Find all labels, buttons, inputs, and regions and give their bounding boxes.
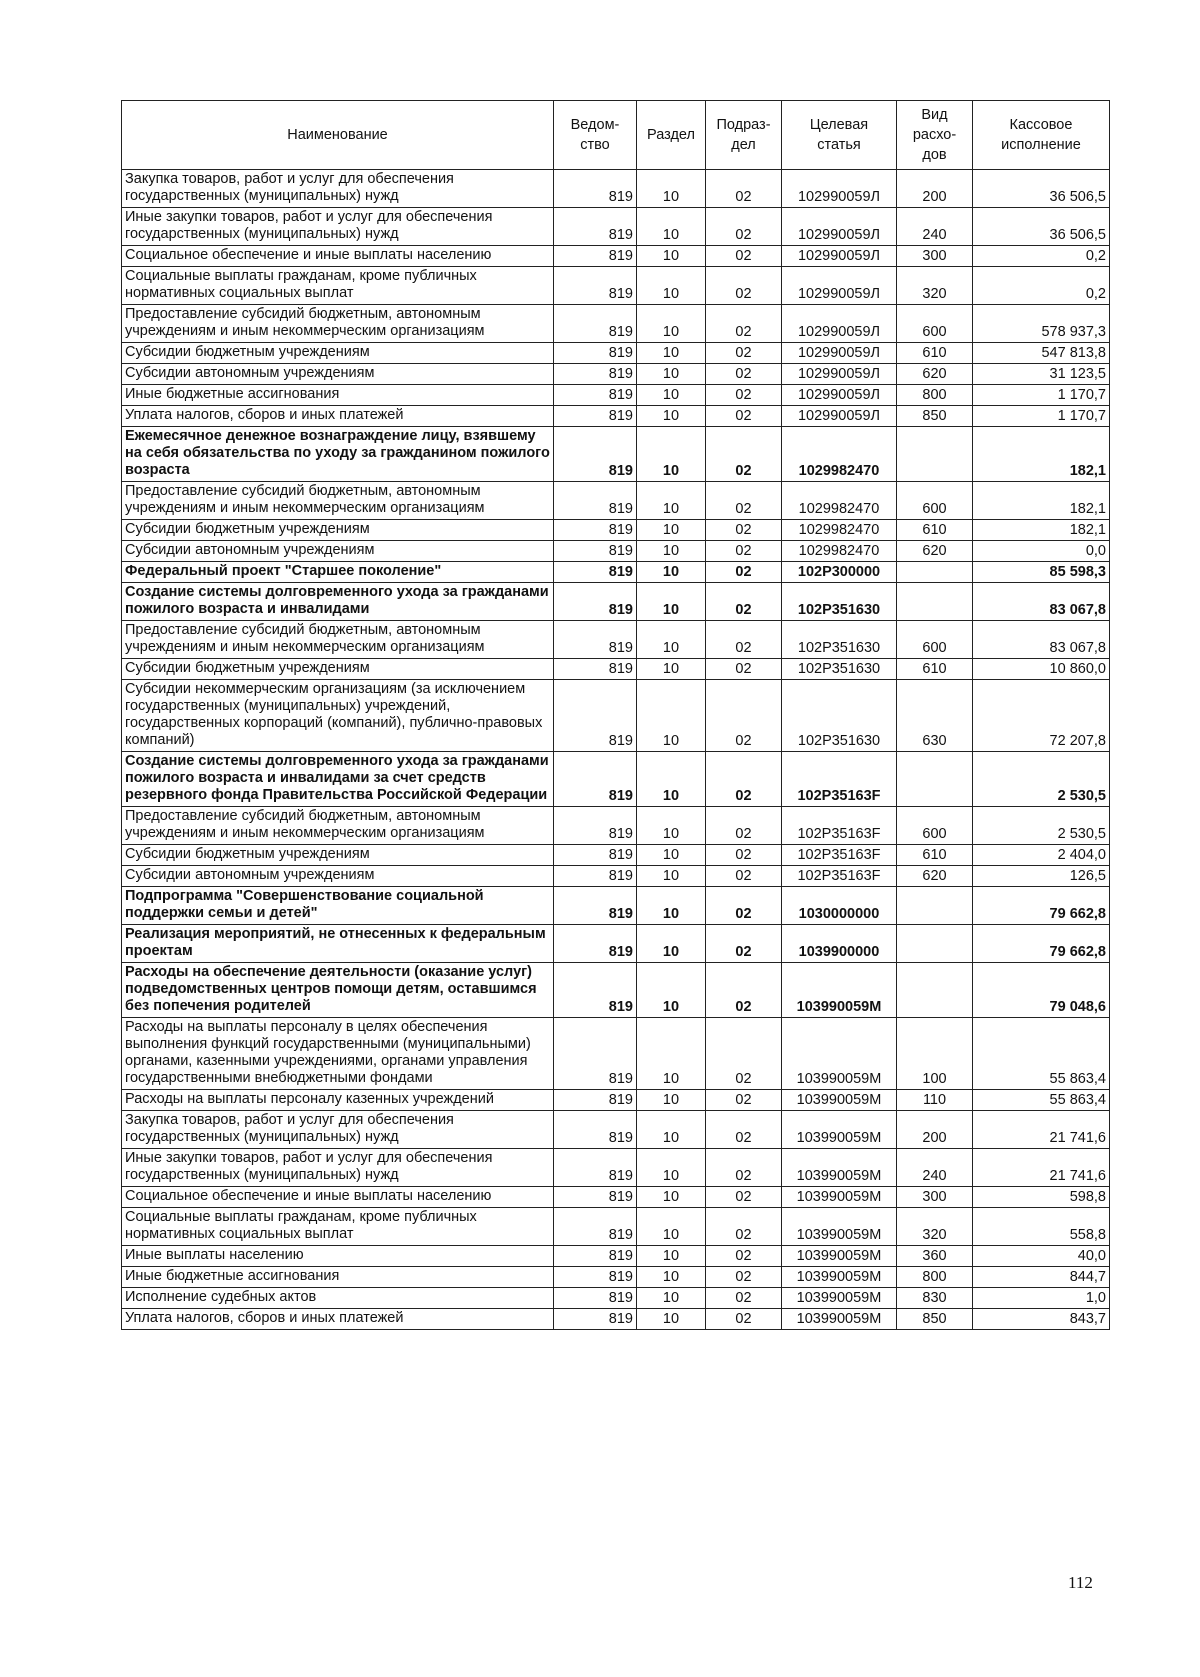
- row-target-article: 103990059М: [782, 1018, 897, 1090]
- row-expense-type: 610: [897, 343, 973, 364]
- row-subsection: 02: [706, 170, 782, 208]
- row-section: 10: [637, 807, 706, 845]
- table-row: [122, 807, 1110, 845]
- table-row: [122, 1309, 1110, 1330]
- row-expense-type: 630: [897, 680, 973, 752]
- table-row: [122, 866, 1110, 887]
- row-ministry: 819: [554, 1267, 637, 1288]
- row-subsection: 02: [706, 246, 782, 267]
- row-expense-type: 240: [897, 208, 973, 246]
- row-subsection: 02: [706, 1208, 782, 1246]
- row-section: 10: [637, 659, 706, 680]
- header-section: Раздел: [637, 101, 706, 170]
- row-ministry: 819: [554, 752, 637, 807]
- row-subsection: 02: [706, 807, 782, 845]
- row-cash-execution: 79 048,6: [973, 963, 1110, 1018]
- row-expense-type: 110: [897, 1090, 973, 1111]
- row-expense-type: [897, 562, 973, 583]
- row-target-article: 102990059Л: [782, 246, 897, 267]
- row-target-article: 102990059Л: [782, 208, 897, 246]
- row-ministry: 819: [554, 925, 637, 963]
- row-subsection: 02: [706, 866, 782, 887]
- row-section: 10: [637, 520, 706, 541]
- row-section: 10: [637, 385, 706, 406]
- row-ministry: 819: [554, 807, 637, 845]
- row-subsection: 02: [706, 343, 782, 364]
- table-row: [122, 1288, 1110, 1309]
- row-subsection: 02: [706, 1288, 782, 1309]
- table-row: [122, 1267, 1110, 1288]
- row-name: Субсидии некоммерческим организациям (за исключением государственных (муниципальных) учреждений, государственных корпораций (компаний), публично-правовых компаний): [122, 680, 554, 752]
- row-expense-type: 620: [897, 866, 973, 887]
- row-name: Реализация мероприятий, не отнесенных к федеральным проектам: [122, 925, 554, 963]
- row-ministry: 819: [554, 583, 637, 621]
- row-subsection: 02: [706, 427, 782, 482]
- row-expense-type: 600: [897, 807, 973, 845]
- row-subsection: 02: [706, 267, 782, 305]
- row-expense-type: 850: [897, 406, 973, 427]
- row-cash-execution: 10 860,0: [973, 659, 1110, 680]
- row-ministry: 819: [554, 208, 637, 246]
- row-expense-type: 360: [897, 1246, 973, 1267]
- row-subsection: 02: [706, 385, 782, 406]
- row-cash-execution: 36 506,5: [973, 208, 1110, 246]
- row-name: Субсидии бюджетным учреждениям: [122, 343, 554, 364]
- row-target-article: 103990059М: [782, 1309, 897, 1330]
- table-row: [122, 583, 1110, 621]
- row-name: Субсидии автономным учреждениям: [122, 541, 554, 562]
- row-expense-type: [897, 887, 973, 925]
- table-row: [122, 364, 1110, 385]
- row-ministry: 819: [554, 1187, 637, 1208]
- row-section: 10: [637, 1018, 706, 1090]
- row-name: Социальные выплаты гражданам, кроме публичных нормативных социальных выплат: [122, 1208, 554, 1246]
- row-expense-type: [897, 583, 973, 621]
- table-row: [122, 482, 1110, 520]
- row-ministry: 819: [554, 246, 637, 267]
- row-name: Расходы на выплаты персоналу казенных учреждений: [122, 1090, 554, 1111]
- row-expense-type: 200: [897, 170, 973, 208]
- row-target-article: 102990059Л: [782, 305, 897, 343]
- row-ministry: 819: [554, 1090, 637, 1111]
- row-target-article: 103990059М: [782, 1288, 897, 1309]
- row-section: 10: [637, 925, 706, 963]
- row-target-article: 1039900000: [782, 925, 897, 963]
- header-subsection: Подраз- дел: [706, 101, 782, 170]
- row-name: Ежемесячное денежное вознаграждение лицу, взявшему на себя обязательства по уходу за гражданином пожилого возраста: [122, 427, 554, 482]
- row-target-article: 1029982470: [782, 482, 897, 520]
- row-expense-type: [897, 752, 973, 807]
- row-name: Иные бюджетные ассигнования: [122, 1267, 554, 1288]
- row-cash-execution: 1 170,7: [973, 385, 1110, 406]
- row-target-article: 103990059М: [782, 1187, 897, 1208]
- row-section: 10: [637, 541, 706, 562]
- row-name: Иные закупки товаров, работ и услуг для обеспечения государственных (муниципальных) нужд: [122, 208, 554, 246]
- row-target-article: 102990059Л: [782, 364, 897, 385]
- row-cash-execution: 72 207,8: [973, 680, 1110, 752]
- header-ministry: Ведом- ство: [554, 101, 637, 170]
- table-row: [122, 267, 1110, 305]
- row-ministry: 819: [554, 1111, 637, 1149]
- table-row: [122, 659, 1110, 680]
- row-expense-type: 800: [897, 1267, 973, 1288]
- row-expense-type: 620: [897, 541, 973, 562]
- row-ministry: 819: [554, 406, 637, 427]
- row-expense-type: 830: [897, 1288, 973, 1309]
- row-subsection: 02: [706, 562, 782, 583]
- row-name: Подпрограмма "Совершенствование социальной поддержки семьи и детей": [122, 887, 554, 925]
- row-expense-type: 610: [897, 845, 973, 866]
- row-target-article: 102P351630: [782, 583, 897, 621]
- row-ministry: 819: [554, 1309, 637, 1330]
- row-cash-execution: 182,1: [973, 427, 1110, 482]
- row-ministry: 819: [554, 1246, 637, 1267]
- row-expense-type: [897, 963, 973, 1018]
- row-section: 10: [637, 1288, 706, 1309]
- table-row: [122, 541, 1110, 562]
- row-expense-type: 600: [897, 305, 973, 343]
- row-ministry: 819: [554, 541, 637, 562]
- row-subsection: 02: [706, 482, 782, 520]
- table-row: [122, 752, 1110, 807]
- table-row: [122, 1187, 1110, 1208]
- row-subsection: 02: [706, 963, 782, 1018]
- table-row: [122, 925, 1110, 963]
- row-subsection: 02: [706, 364, 782, 385]
- row-expense-type: 610: [897, 520, 973, 541]
- row-target-article: 102P35163F: [782, 752, 897, 807]
- row-subsection: 02: [706, 1267, 782, 1288]
- row-expense-type: 800: [897, 385, 973, 406]
- row-name: Иные выплаты населению: [122, 1246, 554, 1267]
- row-expense-type: 600: [897, 621, 973, 659]
- row-name: Субсидии бюджетным учреждениям: [122, 659, 554, 680]
- table-row: [122, 680, 1110, 752]
- row-ministry: 819: [554, 845, 637, 866]
- row-expense-type: 240: [897, 1149, 973, 1187]
- row-subsection: 02: [706, 1246, 782, 1267]
- row-target-article: 102990059Л: [782, 385, 897, 406]
- row-target-article: 102P35163F: [782, 807, 897, 845]
- row-section: 10: [637, 427, 706, 482]
- row-cash-execution: 547 813,8: [973, 343, 1110, 364]
- row-cash-execution: 2 530,5: [973, 807, 1110, 845]
- row-ministry: 819: [554, 562, 637, 583]
- row-subsection: 02: [706, 406, 782, 427]
- row-ministry: 819: [554, 170, 637, 208]
- row-cash-execution: 83 067,8: [973, 583, 1110, 621]
- row-section: 10: [637, 305, 706, 343]
- row-cash-execution: 1 170,7: [973, 406, 1110, 427]
- row-ministry: 819: [554, 1018, 637, 1090]
- row-subsection: 02: [706, 659, 782, 680]
- row-target-article: 102990059Л: [782, 267, 897, 305]
- row-target-article: 102P351630: [782, 621, 897, 659]
- row-ministry: 819: [554, 267, 637, 305]
- row-section: 10: [637, 1149, 706, 1187]
- row-name: Создание системы долговременного ухода за гражданами пожилого возраста и инвалидами: [122, 583, 554, 621]
- table-row: [122, 1246, 1110, 1267]
- row-expense-type: 300: [897, 1187, 973, 1208]
- table-row: [122, 208, 1110, 246]
- row-subsection: 02: [706, 845, 782, 866]
- row-ministry: 819: [554, 866, 637, 887]
- row-ministry: 819: [554, 364, 637, 385]
- row-ministry: 819: [554, 343, 637, 364]
- row-subsection: 02: [706, 541, 782, 562]
- header-name: Наименование: [122, 101, 554, 170]
- row-section: 10: [637, 170, 706, 208]
- table-row: [122, 621, 1110, 659]
- row-section: 10: [637, 583, 706, 621]
- row-cash-execution: 55 863,4: [973, 1018, 1110, 1090]
- row-subsection: 02: [706, 520, 782, 541]
- row-ministry: 819: [554, 520, 637, 541]
- row-target-article: 1029982470: [782, 427, 897, 482]
- row-subsection: 02: [706, 1187, 782, 1208]
- row-name: Расходы на выплаты персоналу в целях обеспечения выполнения функций государственными (муниципальными) органами, казенными учреждениями, органами управления государственными внебюджетными фондами: [122, 1018, 554, 1090]
- row-subsection: 02: [706, 925, 782, 963]
- row-cash-execution: 79 662,8: [973, 925, 1110, 963]
- table-row: [122, 1111, 1110, 1149]
- row-target-article: 103990059М: [782, 963, 897, 1018]
- row-ministry: 819: [554, 659, 637, 680]
- row-name: Предоставление субсидий бюджетным, автономным учреждениям и иным некоммерческим организациям: [122, 807, 554, 845]
- row-cash-execution: 83 067,8: [973, 621, 1110, 659]
- row-section: 10: [637, 482, 706, 520]
- row-target-article: 102P351630: [782, 680, 897, 752]
- row-subsection: 02: [706, 208, 782, 246]
- row-cash-execution: 21 741,6: [973, 1111, 1110, 1149]
- row-subsection: 02: [706, 1090, 782, 1111]
- row-name: Закупка товаров, работ и услуг для обеспечения государственных (муниципальных) нужд: [122, 170, 554, 208]
- row-ministry: 819: [554, 1208, 637, 1246]
- row-subsection: 02: [706, 305, 782, 343]
- row-target-article: 103990059М: [782, 1267, 897, 1288]
- row-ministry: 819: [554, 963, 637, 1018]
- row-cash-execution: 578 937,3: [973, 305, 1110, 343]
- row-expense-type: 100: [897, 1018, 973, 1090]
- row-cash-execution: 558,8: [973, 1208, 1110, 1246]
- row-ministry: 819: [554, 887, 637, 925]
- row-target-article: 103990059М: [782, 1149, 897, 1187]
- row-name: Расходы на обеспечение деятельности (оказание услуг) подведомственных центров помощи детям, оставшимся без попечения родителей: [122, 963, 554, 1018]
- row-section: 10: [637, 562, 706, 583]
- row-target-article: 103990059М: [782, 1246, 897, 1267]
- row-name: Субсидии бюджетным учреждениям: [122, 520, 554, 541]
- row-cash-execution: 0,0: [973, 541, 1110, 562]
- row-target-article: 102P351630: [782, 659, 897, 680]
- row-name: Субсидии автономным учреждениям: [122, 364, 554, 385]
- row-name: Уплата налогов, сборов и иных платежей: [122, 406, 554, 427]
- row-target-article: 102990059Л: [782, 343, 897, 364]
- row-cash-execution: 55 863,4: [973, 1090, 1110, 1111]
- row-expense-type: [897, 427, 973, 482]
- row-target-article: 1030000000: [782, 887, 897, 925]
- row-section: 10: [637, 406, 706, 427]
- row-target-article: 102P35163F: [782, 845, 897, 866]
- row-section: 10: [637, 267, 706, 305]
- row-name: Социальное обеспечение и иные выплаты населению: [122, 1187, 554, 1208]
- table-row: [122, 963, 1110, 1018]
- table-row: [122, 305, 1110, 343]
- row-name: Социальное обеспечение и иные выплаты населению: [122, 246, 554, 267]
- header-target: Целевая статья: [782, 101, 897, 170]
- row-expense-type: 300: [897, 246, 973, 267]
- row-cash-execution: 21 741,6: [973, 1149, 1110, 1187]
- row-name: Исполнение судебных актов: [122, 1288, 554, 1309]
- row-section: 10: [637, 1246, 706, 1267]
- table-row: [122, 1149, 1110, 1187]
- row-name: Социальные выплаты гражданам, кроме публичных нормативных социальных выплат: [122, 267, 554, 305]
- row-section: 10: [637, 621, 706, 659]
- table-row: [122, 520, 1110, 541]
- row-cash-execution: 182,1: [973, 482, 1110, 520]
- row-name: Иные бюджетные ассигнования: [122, 385, 554, 406]
- row-subsection: 02: [706, 1309, 782, 1330]
- table-header-row: [122, 101, 1110, 170]
- row-expense-type: 600: [897, 482, 973, 520]
- row-section: 10: [637, 343, 706, 364]
- row-name: Субсидии бюджетным учреждениям: [122, 845, 554, 866]
- table-row: [122, 343, 1110, 364]
- row-cash-execution: 0,2: [973, 246, 1110, 267]
- row-expense-type: 320: [897, 1208, 973, 1246]
- row-name: Предоставление субсидий бюджетным, автономным учреждениям и иным некоммерческим организациям: [122, 305, 554, 343]
- row-subsection: 02: [706, 583, 782, 621]
- row-section: 10: [637, 866, 706, 887]
- row-expense-type: 320: [897, 267, 973, 305]
- row-section: 10: [637, 1111, 706, 1149]
- row-name: Иные закупки товаров, работ и услуг для обеспечения государственных (муниципальных) нужд: [122, 1149, 554, 1187]
- row-subsection: 02: [706, 752, 782, 807]
- table-row: [122, 170, 1110, 208]
- header-expense-type: Вид расхо- дов: [897, 101, 973, 170]
- row-expense-type: 620: [897, 364, 973, 385]
- row-cash-execution: 598,8: [973, 1187, 1110, 1208]
- row-name: Предоставление субсидий бюджетным, автономным учреждениям и иным некоммерческим организациям: [122, 621, 554, 659]
- table-row: [122, 1018, 1110, 1090]
- row-target-article: 102P35163F: [782, 866, 897, 887]
- row-cash-execution: 1,0: [973, 1288, 1110, 1309]
- row-ministry: 819: [554, 621, 637, 659]
- table-row: [122, 246, 1110, 267]
- row-cash-execution: 0,2: [973, 267, 1110, 305]
- table-row: [122, 406, 1110, 427]
- row-target-article: 102990059Л: [782, 170, 897, 208]
- row-target-article: 1029982470: [782, 541, 897, 562]
- row-cash-execution: 843,7: [973, 1309, 1110, 1330]
- row-section: 10: [637, 1267, 706, 1288]
- table-row: [122, 1090, 1110, 1111]
- row-cash-execution: 85 598,3: [973, 562, 1110, 583]
- row-ministry: 819: [554, 305, 637, 343]
- row-cash-execution: 36 506,5: [973, 170, 1110, 208]
- table-row: [122, 845, 1110, 866]
- table-row: [122, 887, 1110, 925]
- row-section: 10: [637, 680, 706, 752]
- row-section: 10: [637, 246, 706, 267]
- row-cash-execution: 126,5: [973, 866, 1110, 887]
- row-target-article: 103990059М: [782, 1090, 897, 1111]
- row-subsection: 02: [706, 1149, 782, 1187]
- row-ministry: 819: [554, 680, 637, 752]
- table-row: [122, 385, 1110, 406]
- row-ministry: 819: [554, 482, 637, 520]
- row-ministry: 819: [554, 427, 637, 482]
- row-cash-execution: 79 662,8: [973, 887, 1110, 925]
- table-row: [122, 1208, 1110, 1246]
- row-name: Создание системы долговременного ухода за гражданами пожилого возраста и инвалидами за счет средств резервного фонда Правительства Российской Федерации: [122, 752, 554, 807]
- row-expense-type: 850: [897, 1309, 973, 1330]
- row-ministry: 819: [554, 1288, 637, 1309]
- row-section: 10: [637, 845, 706, 866]
- row-section: 10: [637, 208, 706, 246]
- page-number: 112: [1068, 1573, 1093, 1592]
- budget-execution-table: [121, 100, 1110, 1330]
- row-section: 10: [637, 887, 706, 925]
- row-subsection: 02: [706, 680, 782, 752]
- row-expense-type: 610: [897, 659, 973, 680]
- row-name: Предоставление субсидий бюджетным, автономным учреждениям и иным некоммерческим организациям: [122, 482, 554, 520]
- row-section: 10: [637, 1208, 706, 1246]
- row-ministry: 819: [554, 1149, 637, 1187]
- row-name: Субсидии автономным учреждениям: [122, 866, 554, 887]
- row-section: 10: [637, 1309, 706, 1330]
- row-target-article: 103990059М: [782, 1208, 897, 1246]
- row-target-article: 1029982470: [782, 520, 897, 541]
- row-cash-execution: 2 530,5: [973, 752, 1110, 807]
- row-name: Уплата налогов, сборов и иных платежей: [122, 1309, 554, 1330]
- row-cash-execution: 844,7: [973, 1267, 1110, 1288]
- row-section: 10: [637, 752, 706, 807]
- table-row: [122, 562, 1110, 583]
- row-name: Федеральный проект "Старшее поколение": [122, 562, 554, 583]
- row-subsection: 02: [706, 621, 782, 659]
- table-row: [122, 427, 1110, 482]
- row-target-article: 102990059Л: [782, 406, 897, 427]
- row-target-article: 102P300000: [782, 562, 897, 583]
- header-cash-execution: Кассовое исполнение: [973, 101, 1110, 170]
- row-subsection: 02: [706, 1018, 782, 1090]
- row-section: 10: [637, 1187, 706, 1208]
- row-cash-execution: 2 404,0: [973, 845, 1110, 866]
- row-cash-execution: 40,0: [973, 1246, 1110, 1267]
- row-target-article: 103990059М: [782, 1111, 897, 1149]
- row-subsection: 02: [706, 887, 782, 925]
- row-cash-execution: 182,1: [973, 520, 1110, 541]
- row-section: 10: [637, 963, 706, 1018]
- row-expense-type: [897, 925, 973, 963]
- row-ministry: 819: [554, 385, 637, 406]
- row-cash-execution: 31 123,5: [973, 364, 1110, 385]
- row-section: 10: [637, 1090, 706, 1111]
- row-name: Закупка товаров, работ и услуг для обеспечения государственных (муниципальных) нужд: [122, 1111, 554, 1149]
- row-expense-type: 200: [897, 1111, 973, 1149]
- row-section: 10: [637, 364, 706, 385]
- row-subsection: 02: [706, 1111, 782, 1149]
